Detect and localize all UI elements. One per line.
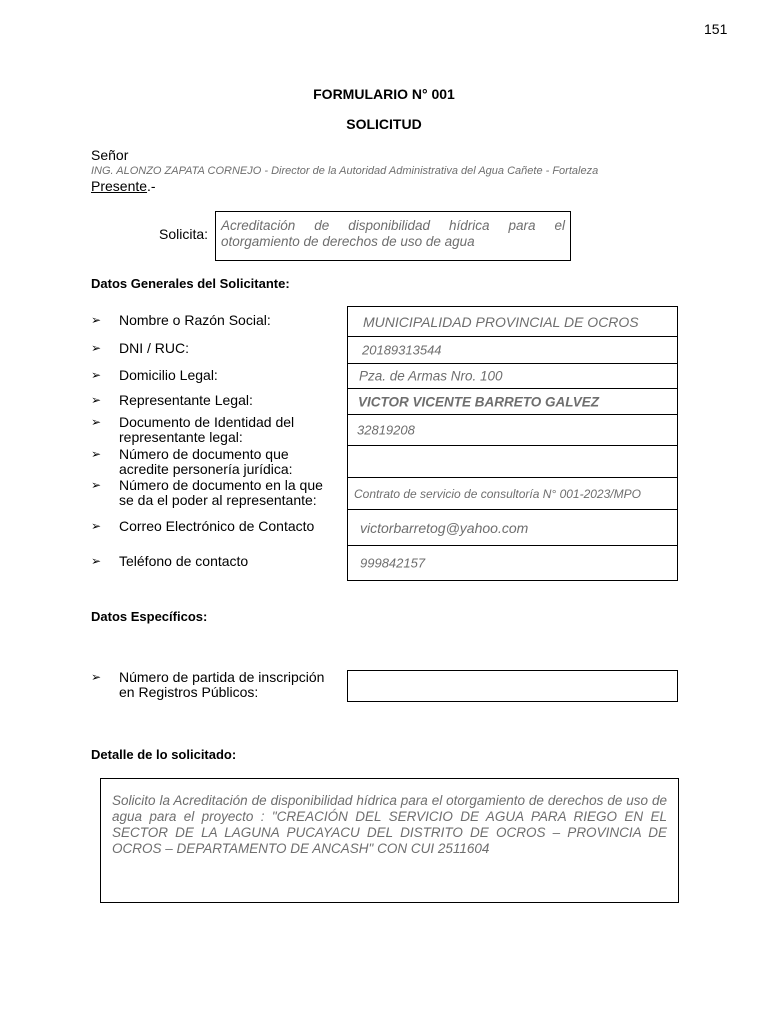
presente — [91, 178, 156, 194]
field-representante[interactable]: VICTOR VICENTE BARRETO GALVEZ — [348, 389, 677, 415]
field-razon-social[interactable]: MUNICIPALIDAD PROVINCIAL DE OCROS — [348, 307, 677, 337]
field-domicilio[interactable]: Pza. de Armas Nro. 100 — [348, 364, 677, 389]
bullet-icon: ➢ — [91, 554, 102, 568]
section-specific-heading: Datos Específicos: — [91, 609, 208, 624]
page-number: 151 — [704, 21, 728, 37]
bullet-icon: ➢ — [91, 415, 102, 429]
section-detail-heading: Detalle de lo solicitado: — [91, 747, 237, 762]
bullet-icon: ➢ — [91, 368, 102, 382]
solicita-line-1: Acreditación de disponibilidad hídrica para el — [221, 218, 565, 233]
section-general-heading: Datos Generales del Solicitante: — [91, 276, 290, 291]
greeting: Señor — [91, 147, 129, 163]
bullet-icon: ➢ — [91, 341, 102, 355]
presente-suffix: .- — [147, 178, 156, 194]
bullet-icon: ➢ — [91, 447, 102, 461]
field-partida[interactable] — [347, 670, 678, 702]
presente-word: Presente — [91, 178, 148, 194]
bullet-icon: ➢ — [91, 478, 102, 492]
field-correo[interactable]: victorbarretog@yahoo.com — [348, 510, 677, 546]
bullet-icon: ➢ — [91, 313, 102, 327]
bullet-icon: ➢ — [91, 670, 102, 684]
detail-text: Solicito la Acreditación de disponibilidad hídrica para el otorgamiento de derechos de uso de agua para el proyecto : "CREACIÓN DEL SERVICIO DE AGUA PARA RIEGO EN EL SECTOR DE LA LAGUNA PUCAYACU DEL DISTRITO DE OCROS – PROVINCIA DE OCROS – DEPARTAMENTO DE ANCASH" CON CUI 2511604 — [112, 793, 667, 856]
solicita-label: Solicita: — [159, 226, 209, 242]
field-personeria[interactable] — [348, 446, 677, 478]
field-poder[interactable]: Contrato de servicio de consultoría N° 001-2023/MPO — [348, 478, 677, 510]
detail-field[interactable] — [100, 778, 679, 903]
field-telefono[interactable]: 999842157 — [360, 555, 426, 571]
bullet-icon: ➢ — [91, 519, 102, 533]
form-subtitle: SOLICITUD — [346, 116, 422, 132]
addressee: ING. ALONZO ZAPATA CORNEJO - Director de la Autoridad Administrativa del Agua Cañete - Fortaleza — [91, 165, 599, 177]
solicita-line-2: otorgamiento de derechos de uso de agua — [221, 234, 475, 249]
field-documento-identidad[interactable]: 32819208 — [348, 415, 677, 446]
solicita-field[interactable] — [215, 211, 571, 261]
field-dni-ruc[interactable]: 20189313544 — [348, 337, 677, 364]
applicant-data-table — [347, 306, 678, 581]
form-title: FORMULARIO N° 001 — [313, 86, 455, 102]
bullet-icon: ➢ — [91, 393, 102, 407]
